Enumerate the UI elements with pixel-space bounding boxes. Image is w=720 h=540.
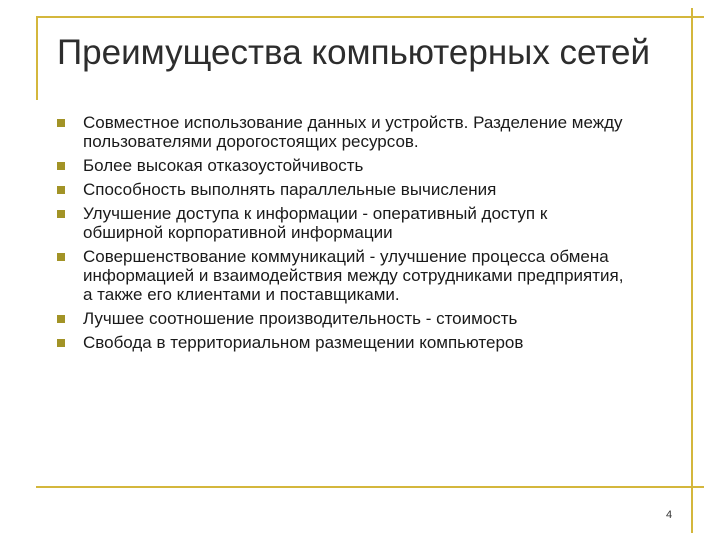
right-divider-line (691, 8, 693, 533)
square-bullet-icon (57, 253, 65, 261)
bullet-text: Свобода в территориальном размещении компьютеров (83, 333, 524, 352)
bullet-item (57, 247, 627, 304)
bullet-item (57, 156, 627, 175)
top-divider-line (36, 16, 704, 18)
bullet-item (57, 113, 627, 151)
bullet-item (57, 333, 627, 352)
bullet-text: Более высокая отказоустойчивость (83, 156, 364, 175)
bullet-text: Лучшее соотношение производительность - стоимость (83, 309, 518, 328)
left-divider-line (36, 16, 38, 100)
bullet-text: Улучшение доступа к информации - оперативный доступ к обширной корпоративной информации (83, 204, 548, 242)
bullet-text: Совершенствование коммуникаций - улучшение процесса обмена информацией и взаимодействия между сотрудниками предприятия, а также его клиентами и поставщиками. (83, 247, 624, 304)
square-bullet-icon (57, 315, 65, 323)
square-bullet-icon (57, 186, 65, 194)
slide-title: Преимущества компьютерных сетей (57, 33, 651, 72)
square-bullet-icon (57, 339, 65, 347)
page-number: 4 (666, 509, 673, 521)
bottom-divider-line (36, 486, 704, 488)
square-bullet-icon (57, 210, 65, 218)
square-bullet-icon (57, 162, 65, 170)
bullet-item (57, 204, 627, 242)
bullet-text: Совместное использование данных и устройств. Разделение между пользователями дорогостоящих ресурсов. (83, 113, 623, 151)
bullet-item (57, 180, 627, 199)
bullet-list (57, 113, 627, 352)
square-bullet-icon (57, 119, 65, 127)
bullet-item (57, 309, 627, 328)
bullet-list-container (57, 113, 627, 357)
bullet-text: Способность выполнять параллельные вычисления (83, 180, 497, 199)
